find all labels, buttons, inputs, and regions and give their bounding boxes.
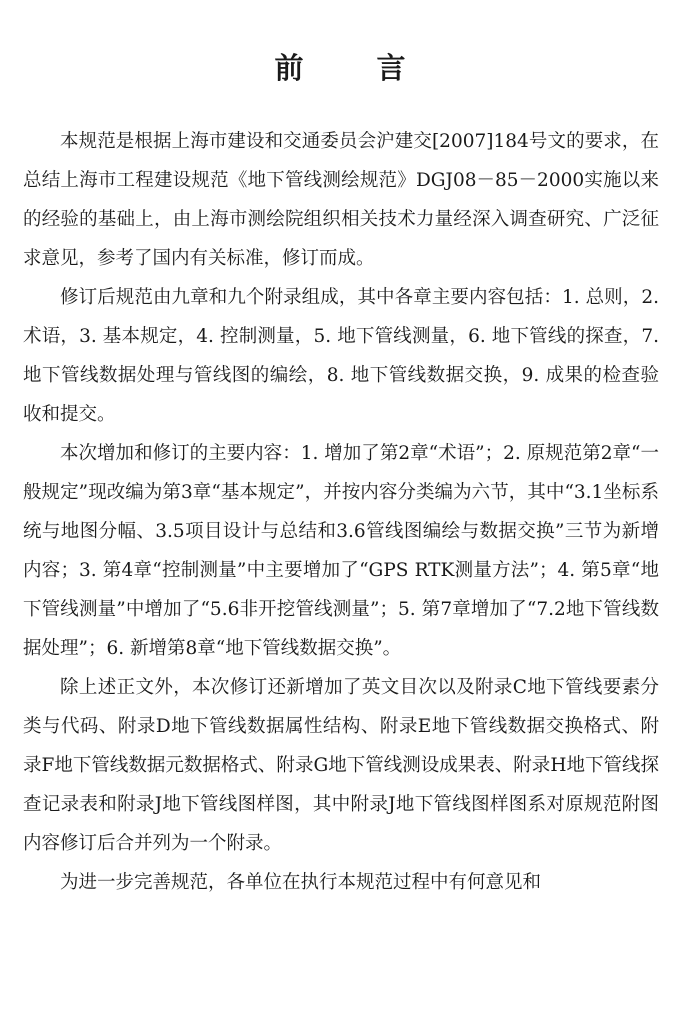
paragraph-1: 本规范是根据上海市建设和交通委员会沪建交[2007]184号文的要求，在总结上海市工程建设规范《地下管线测绘规范》DGJ08－85－2000实施以来的经验的基础上，由上海市测绘院组织相关技术力量经深入调查研究、广泛征求意见，参考了国内有关标准，修订而成。 xyxy=(23,131,659,269)
paragraph-3: 本次增加和修订的主要内容：1. 增加了第2章“术语”；2. 原规范第2章“一般规定”现改编为第3章“基本规定”，并按内容分类编为六节，其中“3.1坐标系统与地图分幅、3.5项目设计与总结和3.6管线图编绘与数据交换”三节为新增内容；3. 第4章“控制测量”中主要增加了“GPS RTK测量方法”；4. 第5章“地下管线测量”中增加了“5.6非开挖管线测量”；5. 第7章增加了“7.2地下管线数据处理”；6. 新增第8章“地下管线数据交换”。 xyxy=(23,443,659,659)
body-text xyxy=(23,122,659,902)
paragraph-5: 为进一步完善规范，各单位在执行本规范过程中有何意见和 xyxy=(60,872,542,893)
page-title: 前 言 xyxy=(274,51,428,85)
paragraph-2: 修订后规范由九章和九个附录组成，其中各章主要内容包括：1. 总则，2. 术语，3. 基本规定，4. 控制测量，5. 地下管线测量，6. 地下管线的探查，7. 地下管线数据处理与管线图的编绘，8. 地下管线数据交换，9. 成果的检查验收和提交。 xyxy=(23,287,659,425)
paragraph-4: 除上述正文外，本次修订还新增加了英文目次以及附录C地下管线要素分类与代码、附录D地下管线数据属性结构、附录E地下管线数据交换格式、附录F地下管线数据元数据格式、附录G地下管线测设成果表、附录H地下管线探查记录表和附录J地下管线图样图，其中附录J地下管线图样图系对原规范附图内容修订后合并列为一个附录。 xyxy=(23,677,659,854)
